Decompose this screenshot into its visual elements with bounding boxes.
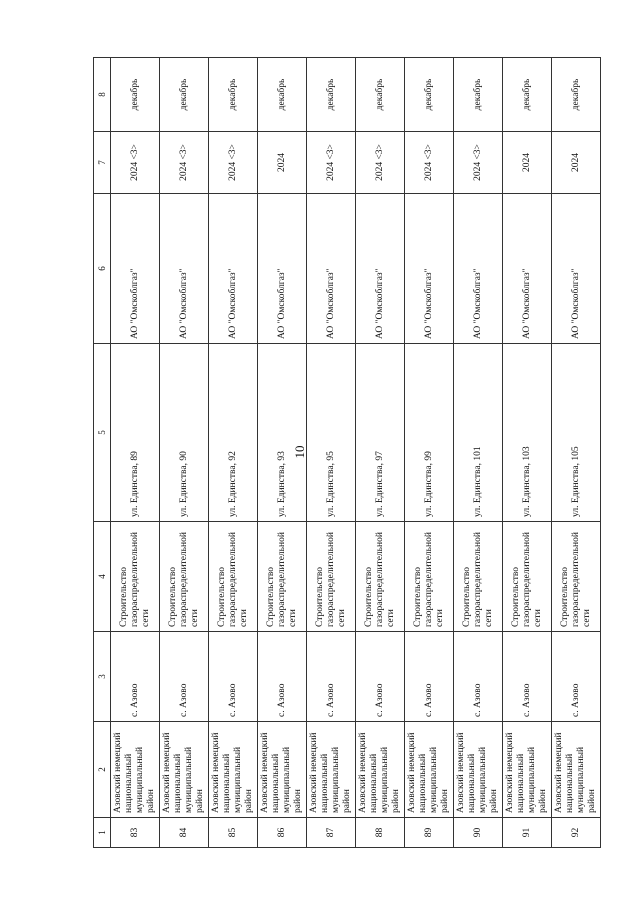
address-cell: ул. Единства, 89 bbox=[111, 344, 160, 522]
settlement-cell: с. Азово bbox=[258, 632, 307, 722]
organization-cell: АО "Омскоблгаз" bbox=[405, 194, 454, 344]
district-cell: Азовский немецкий национальный муниципальный район bbox=[258, 722, 307, 818]
organization-cell: АО "Омскоблгаз" bbox=[258, 194, 307, 344]
work-cell: Строительство газораспределительной сети bbox=[503, 522, 552, 632]
organization-cell: АО "Омскоблгаз" bbox=[111, 194, 160, 344]
address-cell: ул. Единства, 99 bbox=[405, 344, 454, 522]
district-cell: Азовский немецкий национальный муниципальный район bbox=[503, 722, 552, 818]
organization-cell: АО "Омскоблгаз" bbox=[503, 194, 552, 344]
row-number: 87 bbox=[307, 818, 356, 848]
district-cell: Азовский немецкий национальный муниципальный район bbox=[405, 722, 454, 818]
settlement-cell: с. Азово bbox=[160, 632, 209, 722]
month-cell: декабрь bbox=[307, 58, 356, 132]
month-cell: декабрь bbox=[111, 58, 160, 132]
address-cell: ул. Единства, 92 bbox=[209, 344, 258, 522]
month-cell: декабрь bbox=[356, 58, 405, 132]
table-container bbox=[93, 58, 598, 848]
settlement-cell: с. Азово bbox=[454, 632, 503, 722]
work-cell: Строительство газораспределительной сети bbox=[209, 522, 258, 632]
gas-network-table bbox=[93, 57, 601, 848]
column-number-1: 1 bbox=[94, 818, 111, 848]
district-cell: Азовский немецкий национальный муниципальный район bbox=[160, 722, 209, 818]
month-cell: декабрь bbox=[209, 58, 258, 132]
table-row bbox=[258, 58, 307, 848]
address-cell: ул. Единства, 93 bbox=[258, 344, 307, 522]
address-cell: ул. Единства, 105 bbox=[552, 344, 601, 522]
address-cell: ул. Единства, 97 bbox=[356, 344, 405, 522]
row-number: 89 bbox=[405, 818, 454, 848]
year-cell: 2024 bbox=[503, 132, 552, 194]
year-cell: 2024 bbox=[258, 132, 307, 194]
year-cell: 2024 <3> bbox=[454, 132, 503, 194]
organization-cell: АО "Омскоблгаз" bbox=[160, 194, 209, 344]
year-cell: 2024 <3> bbox=[111, 132, 160, 194]
settlement-cell: с. Азово bbox=[111, 632, 160, 722]
year-cell: 2024 <3> bbox=[405, 132, 454, 194]
table-row bbox=[356, 58, 405, 848]
column-number-8: 8 bbox=[94, 58, 111, 132]
column-number-4: 4 bbox=[94, 522, 111, 632]
district-cell: Азовский немецкий национальный муниципальный район bbox=[209, 722, 258, 818]
table-row bbox=[454, 58, 503, 848]
year-cell: 2024 <3> bbox=[209, 132, 258, 194]
work-cell: Строительство газораспределительной сети bbox=[258, 522, 307, 632]
column-number-3: 3 bbox=[94, 632, 111, 722]
year-cell: 2024 <3> bbox=[160, 132, 209, 194]
settlement-cell: с. Азово bbox=[307, 632, 356, 722]
settlement-cell: с. Азово bbox=[405, 632, 454, 722]
column-number-7: 7 bbox=[94, 132, 111, 194]
work-cell: Строительство газораспределительной сети bbox=[454, 522, 503, 632]
organization-cell: АО "Омскоблгаз" bbox=[307, 194, 356, 344]
table-row bbox=[209, 58, 258, 848]
address-cell: ул. Единства, 103 bbox=[503, 344, 552, 522]
district-cell: Азовский немецкий национальный муниципальный район bbox=[111, 722, 160, 818]
table-row bbox=[160, 58, 209, 848]
settlement-cell: с. Азово bbox=[356, 632, 405, 722]
month-cell: декабрь bbox=[503, 58, 552, 132]
row-number: 84 bbox=[160, 818, 209, 848]
table-body bbox=[111, 58, 601, 848]
column-number-row bbox=[94, 58, 111, 848]
district-cell: Азовский немецкий национальный муниципальный район bbox=[552, 722, 601, 818]
address-cell: ул. Единства, 101 bbox=[454, 344, 503, 522]
organization-cell: АО "Омскоблгаз" bbox=[356, 194, 405, 344]
year-cell: 2024 bbox=[552, 132, 601, 194]
work-cell: Строительство газораспределительной сети bbox=[307, 522, 356, 632]
year-cell: 2024 <3> bbox=[356, 132, 405, 194]
row-number: 91 bbox=[503, 818, 552, 848]
row-number: 88 bbox=[356, 818, 405, 848]
table-row bbox=[405, 58, 454, 848]
rotated-table-area bbox=[93, 58, 598, 848]
table-row bbox=[307, 58, 356, 848]
work-cell: Строительство газораспределительной сети bbox=[356, 522, 405, 632]
address-cell: ул. Единства, 95 bbox=[307, 344, 356, 522]
month-cell: декабрь bbox=[405, 58, 454, 132]
settlement-cell: с. Азово bbox=[209, 632, 258, 722]
table-row bbox=[552, 58, 601, 848]
column-number-5: 5 bbox=[94, 344, 111, 522]
work-cell: Строительство газораспределительной сети bbox=[111, 522, 160, 632]
month-cell: декабрь bbox=[258, 58, 307, 132]
month-cell: декабрь bbox=[454, 58, 503, 132]
column-number-6: 6 bbox=[94, 194, 111, 344]
address-cell: ул. Единства, 90 bbox=[160, 344, 209, 522]
row-number: 85 bbox=[209, 818, 258, 848]
row-number: 92 bbox=[552, 818, 601, 848]
settlement-cell: с. Азово bbox=[503, 632, 552, 722]
district-cell: Азовский немецкий национальный муниципальный район bbox=[454, 722, 503, 818]
month-cell: декабрь bbox=[552, 58, 601, 132]
organization-cell: АО "Омскоблгаз" bbox=[454, 194, 503, 344]
organization-cell: АО "Омскоблгаз" bbox=[209, 194, 258, 344]
table-row bbox=[111, 58, 160, 848]
district-cell: Азовский немецкий национальный муниципальный район bbox=[356, 722, 405, 818]
work-cell: Строительство газораспределительной сети bbox=[160, 522, 209, 632]
district-cell: Азовский немецкий национальный муниципальный район bbox=[307, 722, 356, 818]
settlement-cell: с. Азово bbox=[552, 632, 601, 722]
page-number-text: 10 bbox=[292, 445, 307, 459]
row-number: 83 bbox=[111, 818, 160, 848]
row-number: 90 bbox=[454, 818, 503, 848]
work-cell: Строительство газораспределительной сети bbox=[405, 522, 454, 632]
table-row bbox=[503, 58, 552, 848]
year-cell: 2024 <3> bbox=[307, 132, 356, 194]
work-cell: Строительство газораспределительной сети bbox=[552, 522, 601, 632]
organization-cell: АО "Омскоблгаз" bbox=[552, 194, 601, 344]
row-number: 86 bbox=[258, 818, 307, 848]
column-number-2: 2 bbox=[94, 722, 111, 818]
month-cell: декабрь bbox=[160, 58, 209, 132]
